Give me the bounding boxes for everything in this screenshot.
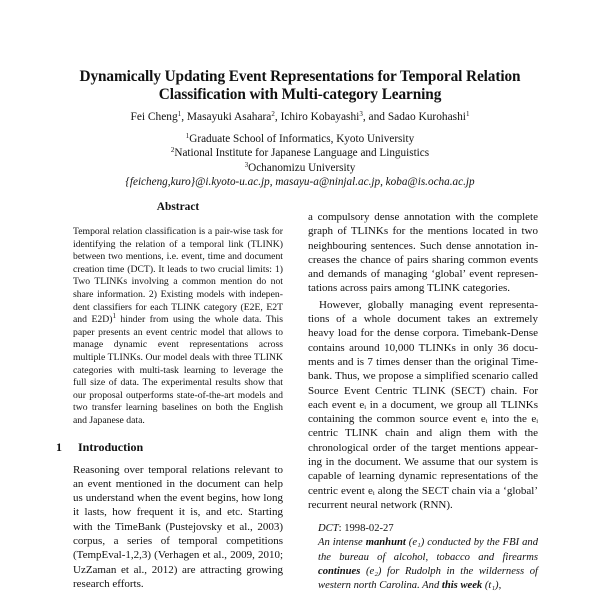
affiliations xyxy=(40,132,560,190)
intro-paragraph-1: Reasoning over temporal relations relevant to an event mentioned in the document can help us understand when the event begins, how long it lasts, how frequent it is, and etc. Starting with the TimeBank (Pustejovsky et al., 2003) corpus, a series of temporal competitions (TempEval-1,2,3) (Verhagen et al., 2009, 2010; UzZaman et al., 2012) are attracting growing research efforts. xyxy=(73,463,283,590)
affiliation-2: $^2$National Institute for Japanese Language and Linguistics xyxy=(170,146,430,160)
abstract-text: Temporal relation classification is a pair-wise task for identifying the relation of a temporal link (TLINK) between two mentions, i.e. event, time and document creation time (DCT). It leads to two crucial limits: 1) Two TLINKs involving a common mention do not share information. 2) Existing models with independent classifiers for each TLINK category (E2E, E2T and E2D)$^1$ hinder from using the whole data. This paper presents an event centric model that allows to manage dynamic event representations across multiple TLINKs. Our model deals with three TLINK categories with multi-task learning to leverage the full size of data. The experimental results show that our proposal outperforms state-of-the-art models and two transfer learning baselines on both the English and Japanese data. xyxy=(73,226,283,426)
example-dct: DCT: 1998-02-27 xyxy=(318,523,394,535)
author: Sadao Kurohashi$^1$ xyxy=(387,110,470,123)
author-emails: {feicheng,kuro}@i.kyoto-u.ac.jp, masayu-a@ninjal.ac.jp, koba@is.ocha.ac.jp xyxy=(125,176,475,189)
intro-paragraph-continued: a compulsory dense annotation with the complete graph of TLINKs for the mentions located in two neighbouring sentences. Such dense annotation increases the chance of pairs sharing common events and demands of managing ‘global’ event representations across pairs among TLINK categories. xyxy=(308,211,538,295)
author: Ichiro Kobayashi$^3$, and xyxy=(280,110,388,123)
section-heading-introduction: 1 Introduction xyxy=(56,439,144,454)
right-column xyxy=(308,210,538,593)
title-line-2: Classification with Multi-category Learning xyxy=(158,86,442,103)
title-line-1: Dynamically Updating Event Representations for Temporal Relation xyxy=(79,68,521,85)
intro-paragraph-2: However, globally managing event representations of a whole document takes an extremely heavy load for the dense corpora. Timebank-Dense contains around 10,000 TLINKs in only 36 documents and is 7 times denser than the original Timebank. Thus, we propose a simplified scenario called Source Event Centric TLINK (SECT) chain. For each event eᵢ in a document, we group all TLINKs containing the common source event eᵢ into the eᵢ centric TLINK chain and align them with the chronological order of the target mentions appearing in the document. We assume that our system is capable of learning dynamic representations of the centric event eᵢ along the SECT chain via a ‘global’ recurrent neural network (RNN). xyxy=(308,298,538,511)
author-list xyxy=(40,110,560,124)
abstract-heading: Abstract xyxy=(156,201,200,213)
author: Masayuki Asahara$^2$, xyxy=(186,110,281,123)
author: Fei Cheng$^1$, xyxy=(130,110,187,123)
affiliation-3: $^3$Ochanomizu University xyxy=(244,160,356,174)
left-column xyxy=(56,200,283,591)
paper-title xyxy=(40,68,560,104)
affiliation-1: $^1$Graduate School of Informatics, Kyoto University xyxy=(185,132,415,145)
example-sentence: An intense manhunt (e₁) conducted by the FBI and the bureau of alcohol, tobacco and firearms continues (e₂) for Rudolph in the wilderness of western north Carolina. And this week (t₁), xyxy=(318,537,538,592)
footnote-mark: 1 xyxy=(112,312,116,321)
example-box xyxy=(308,522,538,593)
